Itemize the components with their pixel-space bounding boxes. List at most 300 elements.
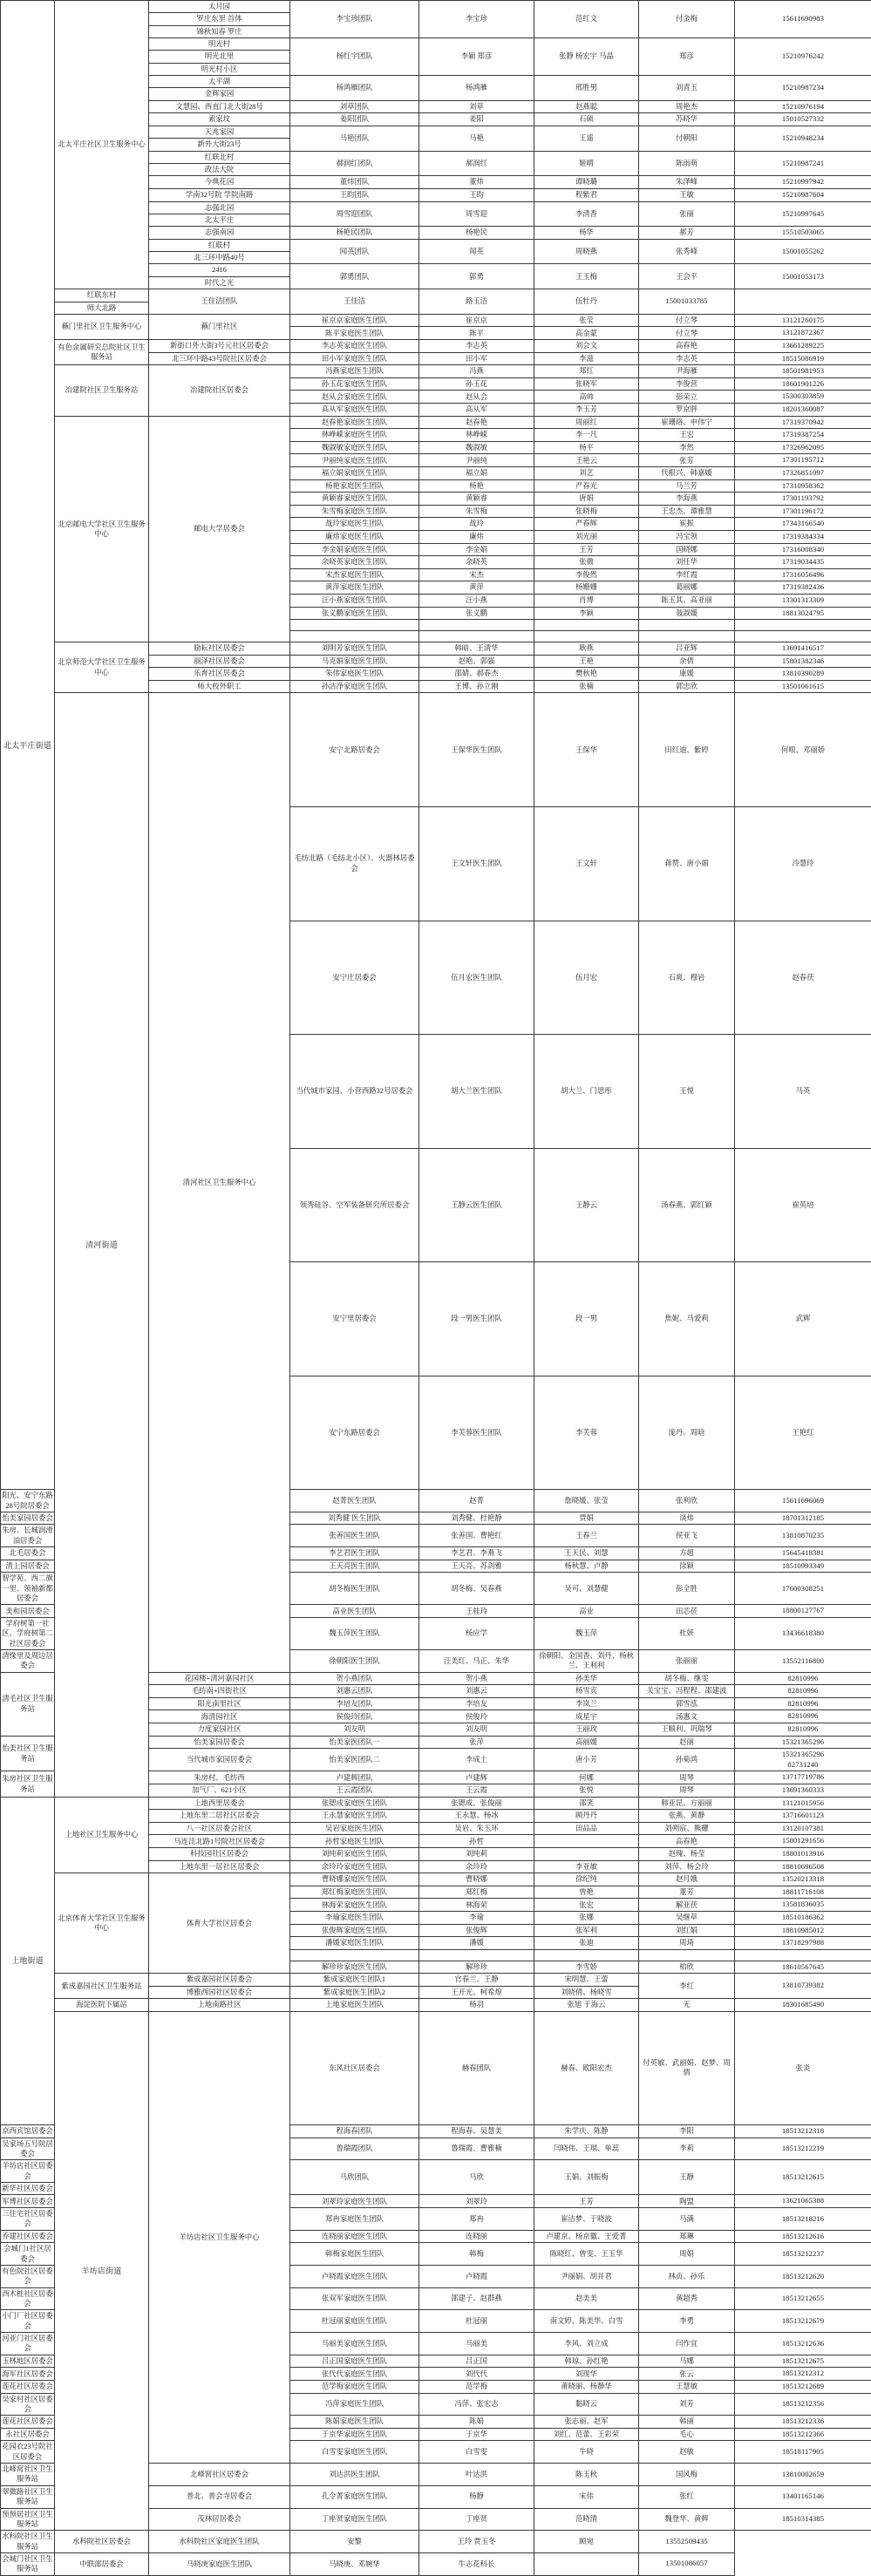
doctor-cell: 曹晓娜 [419, 1873, 534, 1886]
community-cell: 博雅西园社区居委会 [149, 1986, 290, 1998]
community-cell: 学南32号院 学院南路 [149, 188, 290, 201]
doctor-cell: 杨静 [419, 2485, 534, 2508]
team-name-cell: 王佳洁团队 [149, 289, 290, 315]
community-cell: 河亚门社区居委会 [1, 2333, 55, 2355]
doctor-cell: 宋杰 [419, 568, 534, 581]
nurse-cell: 张娜 [534, 1911, 639, 1924]
nurse-cell: 王娟、刘振梅 [534, 2160, 639, 2195]
service-center-cell: 冶建院社区卫生服务站 [55, 365, 149, 416]
nurse-cell: 周晓燕 [534, 239, 639, 264]
health-manager-cell: 崔珊珞、申伟宁 [639, 416, 735, 429]
team-name-cell: 闻英团队 [290, 239, 419, 264]
phone-cell: 18513212675 [735, 2355, 871, 2368]
health-manager-cell: 国晓娜 [639, 543, 735, 556]
phone-cell: 15210976242 [735, 38, 871, 76]
doctor-cell: 王保华 [534, 693, 639, 807]
team-name-cell: 陈平家庭医生团队 [290, 327, 419, 340]
health-manager-cell: 刘芳 [639, 2393, 735, 2416]
nurse-cell: 张静 杨宏宇 马晶 [534, 38, 639, 76]
phone-cell: 18513212366 [735, 2428, 871, 2441]
community-cell: 北三环中路43号院社区居委会 [149, 352, 290, 365]
service-center-cell: 有色金属研究总院社区卫生服务站 [55, 340, 149, 365]
doctor-cell: 张萍 [419, 1736, 534, 1749]
team-name-cell: 王保华医生团队 [419, 693, 534, 807]
community-cell: 怡美家园居委会 [149, 1736, 290, 1749]
community-cell: 安宁里居委会 [290, 1262, 419, 1376]
doctor-cell: 田小军 [419, 352, 534, 365]
doctor-cell: 马丽美 [419, 2333, 534, 2355]
community-cell: 当代城市家园、小营西路32号居委会 [290, 1035, 419, 1149]
doctor-cell: 胡大兰、门思彤 [534, 1035, 639, 1149]
health-manager-cell: 李红 [639, 1974, 735, 1999]
community-cell: 上地东里一居社区居委会 [149, 1860, 290, 1873]
team-name-cell: 范学梅家庭医生团队 [290, 2380, 419, 2393]
community-cell: 军博社区居委会 [1, 2195, 55, 2208]
doctor-cell [419, 1949, 534, 1961]
phone-cell: 18515086919 [735, 352, 871, 365]
nurse-cell: 顾丹丹 [534, 1810, 639, 1823]
community-cell: 海清园社区 [149, 1710, 290, 1723]
doctor-cell: 朱雪梅 [419, 505, 534, 518]
community-cell: 乔建社区居委会 [1, 2230, 55, 2243]
nurse-cell: 崔洁梦、于晓波 [534, 2208, 639, 2231]
community-cell: 怡美家园居委会 [1, 1512, 55, 1525]
team-name-cell: 王文轩医生团队 [419, 807, 534, 921]
health-manager-cell: 罗京胖 [639, 404, 735, 417]
phone-cell: 17319382436 [735, 581, 871, 595]
community-cell: 明光村 [149, 38, 290, 51]
phone-cell: 18513212318 [735, 2125, 871, 2138]
phone-cell: 13401165146 [735, 2485, 871, 2508]
community-cell: 羊坊店社区居委会 [1, 2160, 55, 2183]
team-name-cell: 孙玉花家庭医生团队 [290, 377, 419, 391]
phone-cell: 18510314385 [735, 2508, 871, 2531]
health-manager-cell: 毛心 [639, 2428, 735, 2441]
doctor-cell: 王云霞 [419, 1784, 534, 1798]
team-name-cell: 杨鸿雁团队 [290, 76, 419, 101]
community-cell: 安宁北路居委会 [290, 693, 419, 807]
phone-cell: 17316008340 [735, 543, 871, 556]
health-manager-cell: 张芳 [639, 454, 735, 467]
health-manager-cell: 余倩 [639, 655, 735, 668]
service-center-cell: 海淀医院下属站 [55, 1999, 149, 2012]
health-manager-cell: 周娟 [639, 2243, 735, 2266]
phone-cell: 17319034435 [735, 556, 871, 569]
team-name-cell: 王昀团队 [290, 188, 419, 201]
doctor-cell: 李培友 [419, 1697, 534, 1710]
doctor-cell: 吴岩、朱玉环 [419, 1822, 534, 1835]
nurse-cell: 孙美华 [534, 1672, 639, 1685]
health-manager-cell: 刘任华 [639, 556, 735, 569]
service-center-cell: 预预居社区卫生服务站 [1, 2508, 55, 2531]
team-name-cell: 魏淑敏家庭医生团队 [290, 441, 419, 454]
nurse-cell: 何娜 [534, 1771, 639, 1784]
nurse-cell: 宋伟 [534, 2485, 639, 2508]
nurse-cell: 卢建京、杨京徽、王爱菁 [534, 2230, 639, 2243]
nurse-cell: 王艳云 [534, 454, 639, 467]
nurse-cell: 杨秋慧、卢静 [534, 1560, 639, 1573]
team-name-cell: 马克娟家庭医生团队 [290, 655, 419, 668]
doctor-cell: 王昀 [419, 188, 534, 201]
phone-cell: 17319387254 [735, 429, 871, 442]
community-cell: 花园衣23号院社区居委会 [1, 2441, 55, 2464]
doctor-cell: 林海荣 [419, 1899, 534, 1912]
phone-cell: 13691416517 [735, 642, 871, 656]
community-cell: 智学苑、西二旗一里、领袖新都居委会 [1, 1573, 55, 1605]
nurse-cell: 汤春燕、郭红颖 [639, 1148, 735, 1262]
phone-cell: 13661289225 [735, 340, 871, 353]
team-name-cell: 张锶成家庭医生团队 [290, 1797, 419, 1810]
team-name-cell: 马丽美家庭医生团队 [290, 2333, 419, 2355]
health-manager-cell: 伍牡丹 [534, 289, 639, 315]
street-cell: 清河街道 [55, 693, 149, 1797]
nurse-cell: 陈玉秋 [534, 2464, 639, 2486]
doctor-cell: 官春兰、王静 [419, 1974, 534, 1986]
team-name-cell: 徐朝阳医生团队 [290, 1650, 419, 1673]
health-manager-cell: 付立琴 [639, 314, 735, 327]
team-name-cell: 刘友明 [290, 1723, 419, 1737]
health-manager-cell: 李阳 [639, 2125, 735, 2138]
nurse-cell: 李亚敏 [534, 1860, 639, 1873]
community-cell: 美和园居委会 [1, 1605, 55, 1618]
doctor-cell: 贺小燕 [419, 1672, 534, 1685]
doctor-cell: 张善国、曹艳红 [419, 1525, 534, 1547]
service-center-cell: 朱房社区卫生服务站 [1, 1771, 55, 1797]
community-cell: 京西宾馆居委会 [1, 2125, 55, 2138]
phone-cell: 15210987241 [735, 151, 871, 176]
health-manager-cell: 张秀峰 [639, 239, 735, 264]
doctor-cell: 范学梅 [419, 2380, 534, 2393]
team-name-cell: 程海春团队 [290, 2125, 419, 2138]
team-name-cell: 褔立娟家庭医生团队 [290, 466, 419, 479]
nurse-cell: 王芳 [534, 543, 639, 556]
doctor-cell: 潘媛 [419, 1937, 534, 1950]
doctor-cell: 李金娟 [419, 543, 534, 556]
phone-cell: 13121872367 [735, 327, 871, 340]
team-name-cell: 怡美家医团队二 [290, 1749, 419, 1771]
health-manager-cell: 关宝宝、冯程程、邵建波 [639, 1685, 735, 1698]
doctor-cell: 姜阳 [419, 113, 534, 126]
community-cell: 上地南路社区 [149, 1999, 290, 2012]
doctor-cell: 伍月宏 [534, 921, 639, 1035]
health-manager-cell: 胡冬梅、继雯 [639, 1672, 735, 1685]
nurse-cell: 张迪 [534, 1937, 639, 1950]
doctor-cell: 韩暗、王清华 [419, 642, 534, 656]
doctor-cell: 邵婧、郝春杰 [419, 668, 534, 681]
health-manager-cell: 王宏 [639, 429, 735, 442]
team-name-cell: 杜冠丽家庭医生团队 [290, 2310, 419, 2333]
team-name-cell: 郭勇团队 [290, 264, 419, 289]
health-manager-cell: 李海燕 [639, 493, 735, 506]
doctor-cell: 鲁瑞霞、曹雅楠 [419, 2138, 534, 2160]
doctor-cell: 赵从会 [419, 391, 534, 404]
community-cell: 新街口外大街3号元社区居委会 [149, 340, 290, 353]
doctor-cell: 王桂玲 [419, 1605, 534, 1618]
doctor-cell: 赫春、欧阳宏杰 [534, 2011, 639, 2125]
nurse-cell: 蒋赞、唐小娟 [639, 807, 735, 921]
doctor-cell: 黄颖睿 [419, 493, 534, 506]
community-cell: 师大北路 [55, 302, 149, 314]
team-name-cell: 刘明芳家庭医生团队 [290, 642, 419, 656]
team-name-cell: 李艺君医生团队 [290, 1547, 419, 1560]
team-name-cell: 李芙蓉医生团队 [419, 1376, 534, 1490]
phone-cell: 13501061615 [735, 680, 871, 693]
table-row [1, 1797, 871, 1810]
team-name-cell: 紫成家庭医生团队1 [290, 1974, 419, 1986]
doctor-cell: 王文轩 [534, 807, 639, 921]
doctor-cell: 王永慧、杨冰 [419, 1810, 534, 1823]
nurse-cell: 严春光 [534, 479, 639, 493]
table-row [1, 2531, 871, 2553]
health-manager-cell [639, 1949, 735, 1961]
doctor-cell: 闻英 [419, 239, 534, 264]
community-cell: 励耘社区居委会 [149, 642, 290, 656]
health-manager-cell: 葛丽娜 [639, 581, 735, 595]
doctor-cell: 余玲玲 [419, 1860, 534, 1873]
health-manager-cell: 王顺利、巩瑞琴 [639, 1723, 735, 1737]
team-name-cell: 朱伟家庭医生团队 [290, 668, 419, 681]
health-manager-cell: 冷慧玲 [735, 807, 871, 921]
health-manager-cell: 吴继草 [639, 1911, 735, 1924]
nurse-cell: 邵笑 [534, 1797, 639, 1810]
team-name-cell: 白雪雯家庭医生团队 [290, 2441, 419, 2464]
doctor-cell [419, 631, 534, 642]
street-cell: 北太平庄街道 [1, 1, 55, 1490]
nurse-cell: 刘晓倩、杨晓雪 [534, 1986, 639, 1998]
health-manager-cell: 王艳红 [735, 1376, 871, 1490]
health-manager-cell: 黄超秀 [639, 2287, 735, 2310]
team-name-cell: 高从军家庭医生团队 [290, 404, 419, 417]
health-manager-cell: 赵春茯 [735, 921, 871, 1035]
phone-cell: 13691360333 [735, 1784, 871, 1798]
doctor-cell: 卢晓霞 [419, 2266, 534, 2288]
nurse-cell: 赵美美 [534, 2287, 639, 2310]
community-cell: 西木桩社区居委会 [1, 2287, 55, 2310]
community-cell: 太平湖 [149, 76, 290, 88]
health-manager-cell: 赵月娥 [639, 1873, 735, 1886]
table-row [1, 1, 871, 13]
phone-cell: 15210997645 [735, 201, 871, 227]
health-manager-cell: 彭全胜 [639, 1573, 735, 1605]
nurse-cell: 尹丽娟、胡并君 [534, 2266, 639, 2288]
phone-cell: 18513212679 [735, 2310, 871, 2333]
team-name-cell: 于京华家庭医生团队 [290, 2428, 419, 2441]
health-manager-cell: 代根兴、韩嘉媛 [639, 466, 735, 479]
health-manager-cell: 崔振 [639, 518, 735, 531]
health-manager-cell: 孙菊鸿 [639, 1749, 735, 1771]
health-manager-cell: 刘萍、杨会玲 [639, 1860, 735, 1873]
health-manager-cell: 陈玉其、高亚丽 [639, 594, 735, 607]
phone-cell: 15300303859 [735, 391, 871, 404]
phone-cell: 82810996 [735, 1697, 871, 1710]
health-manager-cell: 郝芳 [639, 227, 735, 240]
community-cell: 丽泽社区居委会 [149, 655, 290, 668]
team-name-cell: 马晓庚家庭医生团队 [149, 2552, 290, 2575]
team-name-cell: 卢建辉团队 [290, 1771, 419, 1784]
phone-cell [735, 1949, 871, 1961]
service-center-cell: 北峰窝社区卫生服务站 [1, 2464, 55, 2486]
community-cell: 三住宅社区居委会 [1, 2208, 55, 2231]
doctor-cell: 陈平 [419, 327, 534, 340]
health-manager-cell: 王慧敏 [639, 2380, 735, 2393]
doctor-cell: 叶达洪 [419, 2464, 534, 2486]
team-name-cell: 孙哲家庭医生团队 [290, 1835, 419, 1848]
phone-cell: 18800127767 [735, 1605, 871, 1618]
health-manager-cell: 谈炜 [639, 1512, 735, 1525]
team-name-cell: 马艳团队 [290, 126, 419, 151]
phone-cell: 18801013916 [735, 1848, 871, 1861]
nurse-cell: 张宏 [534, 1899, 639, 1912]
phone-cell: 17326962095 [735, 441, 871, 454]
team-name-cell: 杨艳民团队 [290, 227, 419, 240]
nurse-cell: 田品品 [534, 1822, 639, 1835]
health-manager-cell: 徐颖 [639, 1560, 735, 1573]
community-cell: 红联村 [149, 239, 290, 251]
service-center-cell: 水科院社区卫生服务站 [1, 2531, 55, 2553]
team-name-cell: 魏玉萍医生团队 [290, 1617, 419, 1649]
nurse-cell: 焦妮、马爱莉 [639, 1262, 735, 1376]
nurse-cell: 庞丹、周晗 [639, 1376, 735, 1490]
community-cell: 明光北里 [149, 51, 290, 63]
phone-cell: 18701312185 [735, 1512, 871, 1525]
community-cell: 莲花社区居委会 [1, 2416, 55, 2429]
nurse-cell [534, 1949, 639, 1961]
doctor-cell: 张锶成、张俊丽 [419, 1797, 534, 1810]
nurse-cell: 赵燕聪 [534, 100, 639, 113]
phone-cell: 13501086057 [639, 2552, 735, 2575]
nurse-cell: 吴可、刘慧健 [534, 1573, 639, 1605]
phone-cell: 17319384334 [735, 530, 871, 543]
doctor-cell: 杨应学 [419, 1617, 534, 1649]
community-cell: 阳光、安宁东路28号院居委会 [1, 1490, 55, 1512]
nurse-cell: 王春兰 [534, 1525, 639, 1547]
nurse-cell: 田红迪、紫婷 [639, 693, 735, 807]
phone-cell: 18513218216 [735, 2208, 871, 2231]
team-name-cell: 余晓英家庭医生团队 [290, 556, 419, 569]
phone-cell: 15510503065 [735, 227, 871, 240]
phone-cell: 15210987234 [735, 76, 871, 101]
doctor-cell: 郑冉 [419, 2208, 534, 2231]
phone-cell: 18510993349 [735, 1560, 871, 1573]
service-center-cell: 北太平庄社区卫生服务中心 [55, 1, 149, 289]
health-manager-cell: 付金梅 [639, 1, 735, 38]
nurse-cell [534, 1848, 639, 1861]
nurse-cell: 刘现华 [534, 2368, 639, 2381]
phone-cell: 13716601123 [735, 1810, 871, 1823]
nurse-cell: 莆晓丽、杨静华 [534, 2380, 639, 2393]
nurse-cell: 李玉芳 [534, 404, 639, 417]
health-manager-cell: 周琴 [639, 1771, 735, 1784]
phone-cell: 82810996 [735, 1685, 871, 1698]
service-center-cell: 清河社区卫生服务中心 [149, 693, 290, 1672]
nurse-cell: 肖博 [534, 594, 639, 607]
nurse-cell: 张微 [534, 556, 639, 569]
community-cell: 罗庄东里 首体 [149, 13, 290, 25]
health-manager-cell: 刘红娟 [639, 1924, 735, 1937]
nurse-cell: 李滋 [534, 352, 639, 365]
community-cell: 茂林居居委会 [149, 2508, 290, 2531]
doctor-cell: 刘纯莉 [419, 1848, 534, 1861]
doctor-cell: 郝润红 [419, 151, 534, 176]
doctor-cell: 马晓庚、邓婉华 [290, 2552, 419, 2575]
doctor-cell: 张义鹏 [419, 607, 534, 620]
health-manager-cell: 张炎 [735, 2011, 871, 2125]
nurse-cell: 王遥 [534, 126, 639, 151]
team-name-cell: 鲁瑞霞团队 [290, 2138, 419, 2160]
health-manager-cell: 冯宝领 [639, 530, 735, 543]
phone-cell: 15321365296 [735, 1736, 871, 1749]
team-name-cell: 王永慧家庭医生团队 [290, 1810, 419, 1823]
doctor-cell: 解珍珍 [419, 1961, 534, 1974]
nurse-cell: 李一凡 [534, 429, 639, 442]
nurse-cell: 张莹 [534, 314, 639, 327]
phone-cell: 13301313309 [735, 594, 871, 607]
community-cell: 毛纺北路（毛纺北小区）、火器林居委会 [290, 807, 419, 921]
phone-cell: 18518117905 [735, 2441, 871, 2464]
doctor-cell: 刘友明 [419, 1723, 534, 1737]
health-manager-cell: 张利欣 [639, 1490, 735, 1512]
community-cell: 蘓门里社区 [149, 314, 290, 339]
health-manager-cell [639, 620, 735, 631]
nurse-cell: 范晓清 [534, 2508, 639, 2531]
nurse-cell: 张晓军 [534, 377, 639, 391]
team-name-cell: 冯燕家庭医生团队 [290, 365, 419, 378]
phone-cell: 13718297988 [735, 1937, 871, 1950]
doctor-cell: 王博、孙立刚 [419, 680, 534, 693]
doctor-cell: 于京华 [419, 2428, 534, 2441]
health-manager-cell: 李俊营 [639, 377, 735, 391]
phone-cell: 18513212689 [735, 2380, 871, 2393]
doctor-cell: 连晓丽 [419, 2230, 534, 2243]
doctor-cell: 周雪迎 [419, 201, 534, 227]
team-name-cell: 宋杰家庭医生团队 [290, 568, 419, 581]
team-name-cell: 余玲玲家庭医生团队 [290, 1860, 419, 1873]
community-cell: 红联东村 [55, 289, 149, 302]
team-name-cell: 郑冉家庭医生团队 [290, 2208, 419, 2231]
nurse-cell: 南文婷、陈美华、白雪 [534, 2310, 639, 2333]
nurse-cell: 李俊然 [534, 568, 639, 581]
phone-cell: 18513212655 [735, 2287, 871, 2310]
nurse-cell: 谭晓璐 [534, 176, 639, 189]
health-manager-cell: 韩丽 [639, 2416, 735, 2429]
team-name-cell: 伍月宏医生团队 [419, 921, 534, 1035]
team-name-cell: 连晓丽家庭医生团队 [290, 2230, 419, 2243]
team-name-cell: 廉炜家庭医生团队 [290, 530, 419, 543]
phone-cell: 13810870235 [735, 1525, 871, 1547]
health-manager-cell: 付朝阳 [639, 126, 735, 151]
table-row [1, 289, 871, 302]
nurse-cell: 唐小芳 [534, 1749, 639, 1771]
health-manager-cell: 陶盟 [639, 2195, 735, 2208]
health-manager-cell: 马娜 [639, 2355, 735, 2368]
team-name-cell: 周雪迎团队 [290, 201, 419, 227]
team-name-cell: 怡美家医团队一 [290, 1736, 419, 1749]
health-manager-cell: 国风梅 [639, 2464, 735, 2486]
team-name-cell: 赵菁医生团队 [290, 1490, 419, 1512]
doctor-cell: 赵菁 [419, 1490, 534, 1512]
community-cell: 清缘里及周边居委会 [1, 1650, 55, 1673]
phone-cell: 18513212312 [735, 2368, 871, 2381]
doctor-cell: 刘草 [419, 100, 534, 113]
phone-cell: 18810985012 [735, 1924, 871, 1937]
phone-cell: 13810002659 [735, 2464, 871, 2486]
phone-cell: 15210997942 [735, 176, 871, 189]
doctor-cell: 褔立娟 [419, 466, 534, 479]
doctor-cell: 余晓英 [419, 556, 534, 569]
phone-cell: 18201360087 [735, 404, 871, 417]
phone-cell: 13581836035 [735, 1899, 871, 1912]
team-name-cell: 李志英家庭医生团队 [290, 340, 419, 353]
